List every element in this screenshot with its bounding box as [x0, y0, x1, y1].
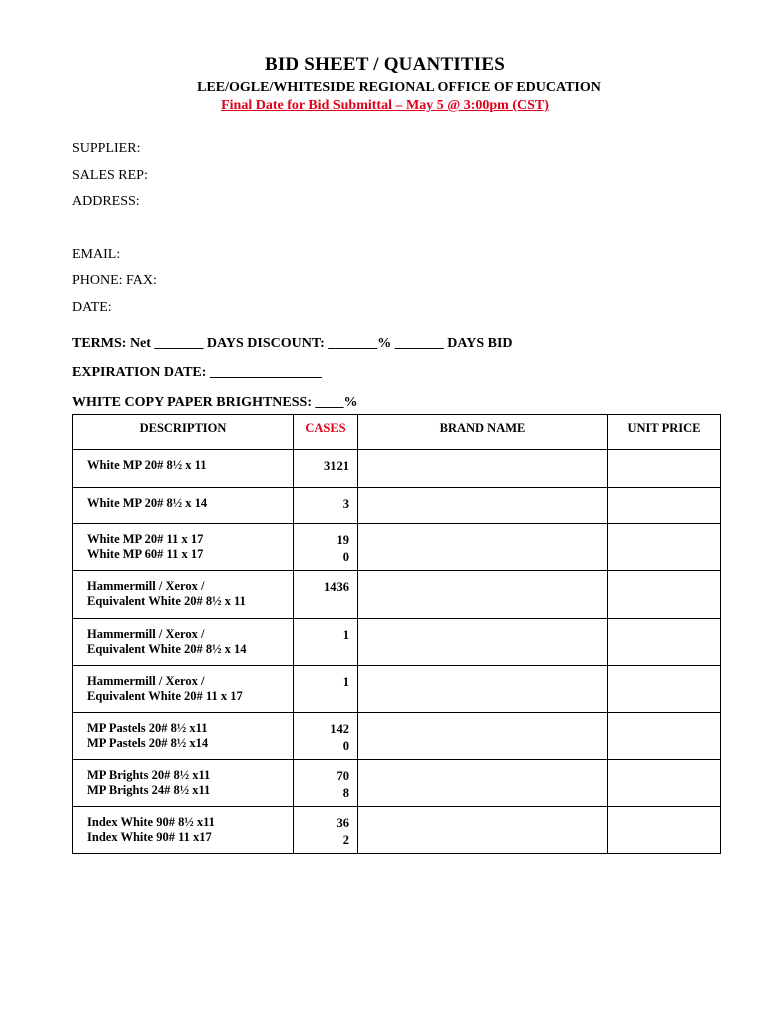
description-cell — [73, 571, 294, 619]
description-cell — [73, 488, 294, 524]
description-line: Hammermill / Xerox / — [87, 627, 205, 641]
phone-fax-label: PHONE: FAX: — [72, 273, 157, 288]
cases-value: 19 — [336, 533, 349, 547]
table-row — [73, 666, 721, 713]
table-row — [73, 713, 721, 760]
unit-price-cell[interactable] — [608, 619, 721, 666]
description-line: Hammermill / Xerox / — [87, 579, 205, 593]
table-header-row — [73, 415, 721, 450]
cases-value: 1436 — [324, 580, 349, 594]
table-row — [73, 450, 721, 488]
brand-name-cell[interactable] — [358, 488, 608, 524]
description-line: MP Brights 24# 8½ x11 — [87, 783, 211, 797]
brightness-line: WHITE COPY PAPER BRIGHTNESS: ____% — [72, 395, 358, 410]
organization-name: LEE/OGLE/WHITESIDE REGIONAL OFFICE OF EDUCATION — [197, 80, 601, 95]
unit-price-cell[interactable] — [608, 524, 721, 571]
description-cell — [73, 524, 294, 571]
description-cell — [73, 760, 294, 807]
description-line: White MP 20# 8½ x 11 — [87, 458, 207, 472]
date-label: DATE: — [72, 300, 112, 315]
cases-cell — [294, 760, 358, 807]
cases-value: 1 — [342, 628, 349, 642]
description-header: DESCRIPTION — [73, 415, 294, 450]
brand-name-cell[interactable] — [358, 807, 608, 854]
unit-price-cell[interactable] — [608, 760, 721, 807]
unit-price-cell[interactable] — [608, 807, 721, 854]
description-line: MP Pastels 20# 8½ x11 — [87, 721, 208, 735]
cases-cell — [294, 666, 358, 713]
brand-name-cell[interactable] — [358, 450, 608, 488]
cases-value: 3121 — [324, 459, 349, 473]
description-line: Equivalent White 20# 8½ x 11 — [87, 594, 246, 608]
description-cell — [73, 619, 294, 666]
email-label: EMAIL: — [72, 247, 121, 262]
cases-cell — [294, 488, 358, 524]
brand-name-cell[interactable] — [358, 713, 608, 760]
address-label: ADDRESS: — [72, 194, 140, 209]
description-cell — [73, 807, 294, 854]
description-line: Index White 90# 8½ x11 — [87, 815, 215, 829]
cases-value: 36 — [336, 816, 349, 830]
cases-value: 70 — [336, 769, 349, 783]
brand-name-cell[interactable] — [358, 524, 608, 571]
brand-name-cell[interactable] — [358, 571, 608, 619]
table-row — [73, 488, 721, 524]
expiration-date-line: EXPIRATION DATE: ________________ — [72, 365, 322, 380]
page-title: BID SHEET / QUANTITIES — [264, 54, 506, 75]
bid-table — [72, 414, 721, 854]
table-row — [73, 619, 721, 666]
cases-header: CASES — [294, 415, 358, 450]
brand-name-cell[interactable] — [358, 666, 608, 713]
description-line: White MP 20# 8½ x 14 — [87, 496, 208, 510]
bid-deadline: Final Date for Bid Submittal – May 5 @ 3:00pm (CST) — [221, 98, 549, 113]
unit-price-header: UNIT PRICE — [608, 415, 721, 450]
cases-cell — [294, 807, 358, 854]
cases-cell — [294, 450, 358, 488]
table-row — [73, 760, 721, 807]
brand-name-cell[interactable] — [358, 760, 608, 807]
cases-cell — [294, 713, 358, 760]
description-line: White MP 20# 11 x 17 — [87, 532, 204, 546]
brand-name-cell[interactable] — [358, 619, 608, 666]
unit-price-cell[interactable] — [608, 666, 721, 713]
description-line: MP Brights 20# 8½ x11 — [87, 768, 211, 782]
sales-rep-label: SALES REP: — [72, 168, 148, 183]
unit-price-cell[interactable] — [608, 488, 721, 524]
description-line: White MP 60# 11 x 17 — [87, 547, 204, 561]
cases-value: 1 — [342, 675, 349, 689]
cases-value: 0 — [342, 739, 349, 753]
description-line: Equivalent White 20# 11 x 17 — [87, 689, 243, 703]
cases-cell — [294, 524, 358, 571]
description-line: MP Pastels 20# 8½ x14 — [87, 736, 209, 750]
cases-cell — [294, 619, 358, 666]
description-cell — [73, 450, 294, 488]
unit-price-cell[interactable] — [608, 450, 721, 488]
terms-line: TERMS: Net _______ DAYS DISCOUNT: _______% _______ DAYS BID — [72, 336, 513, 351]
table-row — [73, 807, 721, 854]
cases-value: 3 — [342, 497, 349, 511]
cases-value: 0 — [342, 550, 349, 564]
description-cell — [73, 713, 294, 760]
unit-price-cell[interactable] — [608, 571, 721, 619]
cases-value: 8 — [342, 786, 349, 800]
description-line: Equivalent White 20# 8½ x 14 — [87, 642, 247, 656]
description-line: Index White 90# 11 x17 — [87, 830, 212, 844]
cases-value: 142 — [330, 722, 349, 736]
description-line: Hammermill / Xerox / — [87, 674, 205, 688]
supplier-label: SUPPLIER: — [72, 141, 141, 156]
cases-cell — [294, 571, 358, 619]
cases-value: 2 — [342, 833, 349, 847]
table-row — [73, 571, 721, 619]
table-row — [73, 524, 721, 571]
description-cell — [73, 666, 294, 713]
unit-price-cell[interactable] — [608, 713, 721, 760]
brand-name-header: BRAND NAME — [358, 415, 608, 450]
